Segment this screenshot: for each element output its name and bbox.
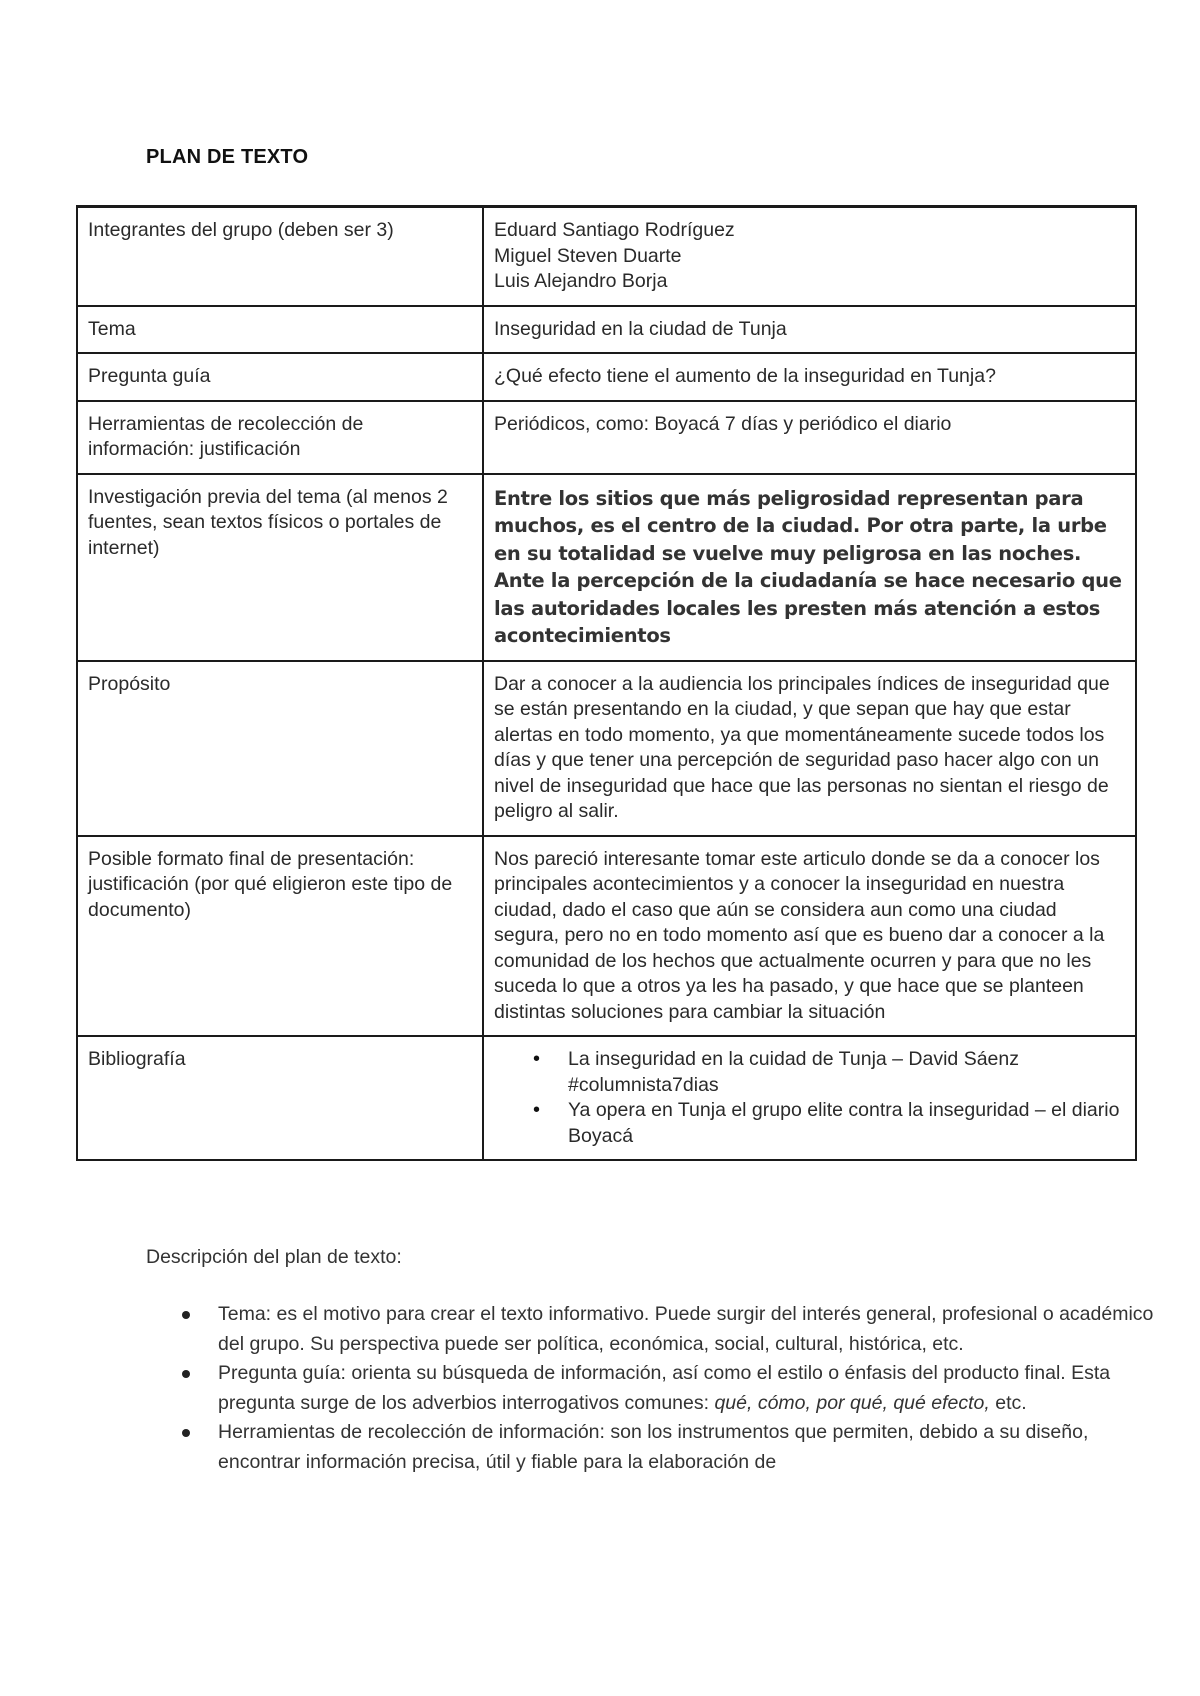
- table-row-tema: [77, 306, 1136, 354]
- row-label: Herramientas de recolección de información: justificación: [77, 401, 483, 474]
- row-value: Periódicos, como: Boyacá 7 días y periódico el diario: [483, 401, 1136, 474]
- table-row-bibliografia: [77, 1036, 1136, 1160]
- list-item: • Ya opera en Tunja el grupo elite contra la inseguridad – el diario Boyacá: [568, 1098, 1125, 1149]
- list-item: • La inseguridad en la cuidad de Tunja – David Sáenz #columnista7dias: [568, 1047, 1125, 1098]
- list-item: Herramientas de recolección de información: son los instrumentos que permiten, debido a su diseño, encontrar información precisa, útil y fiable para la elaboración de: [218, 1418, 1158, 1477]
- description-list: [146, 1300, 1158, 1477]
- item-italic-text: qué, cómo, por qué, qué efecto,: [714, 1391, 990, 1414]
- list-item: [218, 1359, 1158, 1418]
- research-text: Entre los sitios que más peligrosidad representan para muchos, es el centro de la ciudad. Por otra parte, la urbe en su totalidad se vuelve muy peligrosa en las noches. Ante la percepción de la ciudadanía se hace necesario que las autoridades locales les presten más atención a estos acontecimientos: [494, 486, 1122, 647]
- member-name: Luis Alejandro Borja: [494, 270, 668, 292]
- row-value: Nos pareció interesante tomar este articulo donde se da a conocer los principales acontecimientos y a conocer la inseguridad en nuestra ciudad, dado el caso que aún se considera aun como una ciudad segura, pero no en todo momento así que es bueno dar a conocer a la comunidad de los hechos que actualmente ocurren y para que no les suceda lo que a otros ya les ha pasado, y que hace que se planteen distintas soluciones para cambiar la situación: [483, 836, 1136, 1037]
- table-row-integrantes: [77, 207, 1136, 306]
- row-value: Inseguridad en la ciudad de Tunja: [483, 306, 1136, 354]
- row-value: ¿Qué efecto tiene el aumento de la inseguridad en Tunja?: [483, 353, 1136, 401]
- item-text: Pregunta guía: orienta su búsqueda de información, así como el estilo o énfasis del producto final. Esta pregunta surge de los adverbios interrogativos comunes:: [218, 1362, 1111, 1414]
- table-row-pregunta: [77, 353, 1136, 401]
- table-row-herramientas: [77, 401, 1136, 474]
- page-title: PLAN DE TEXTO: [146, 146, 309, 168]
- description-title: Descripción del plan de texto:: [146, 1246, 402, 1268]
- table-row-investigacion: [77, 474, 1136, 661]
- row-label: Posible formato final de presentación: justificación (por qué eligieron este tipo de documento): [77, 836, 483, 1037]
- table-row-proposito: [77, 661, 1136, 836]
- item-text: etc.: [989, 1391, 1027, 1414]
- row-label: Bibliografía: [77, 1036, 483, 1160]
- member-name: Miguel Steven Duarte: [494, 244, 682, 267]
- list-item: Tema: es el motivo para crear el texto informativo. Puede surgir del interés general, profesional o académico del grupo. Su perspectiva puede ser política, económica, social, cultural, histórica, etc.: [218, 1300, 1158, 1359]
- row-value: [483, 474, 1136, 661]
- row-label: Tema: [77, 306, 483, 354]
- plan-table: [76, 205, 1137, 1161]
- table-row-formato: [77, 836, 1136, 1037]
- row-label: Integrantes del grupo (deben ser 3): [77, 207, 483, 306]
- row-label: Pregunta guía: [77, 353, 483, 401]
- row-value-bibliography: [483, 1036, 1136, 1160]
- row-label: Propósito: [77, 661, 483, 836]
- row-label: Investigación previa del tema (al menos 2 fuentes, sean textos físicos o portales de internet): [77, 474, 483, 661]
- row-value-members: [483, 207, 1136, 306]
- bibliography-list: [494, 1047, 1125, 1149]
- member-name: Eduard Santiago Rodríguez: [494, 219, 735, 241]
- row-value: Dar a conocer a la audiencia los principales índices de inseguridad que se están presentando en la ciudad, y que sepan que hay que estar alertas en todo momento, ya que momentáneamente sucede todos los días y que tener una percepción de seguridad paso hacer algo con un nivel de inseguridad que hace que las personas no sientan el riesgo de peligro al salir.: [483, 661, 1136, 836]
